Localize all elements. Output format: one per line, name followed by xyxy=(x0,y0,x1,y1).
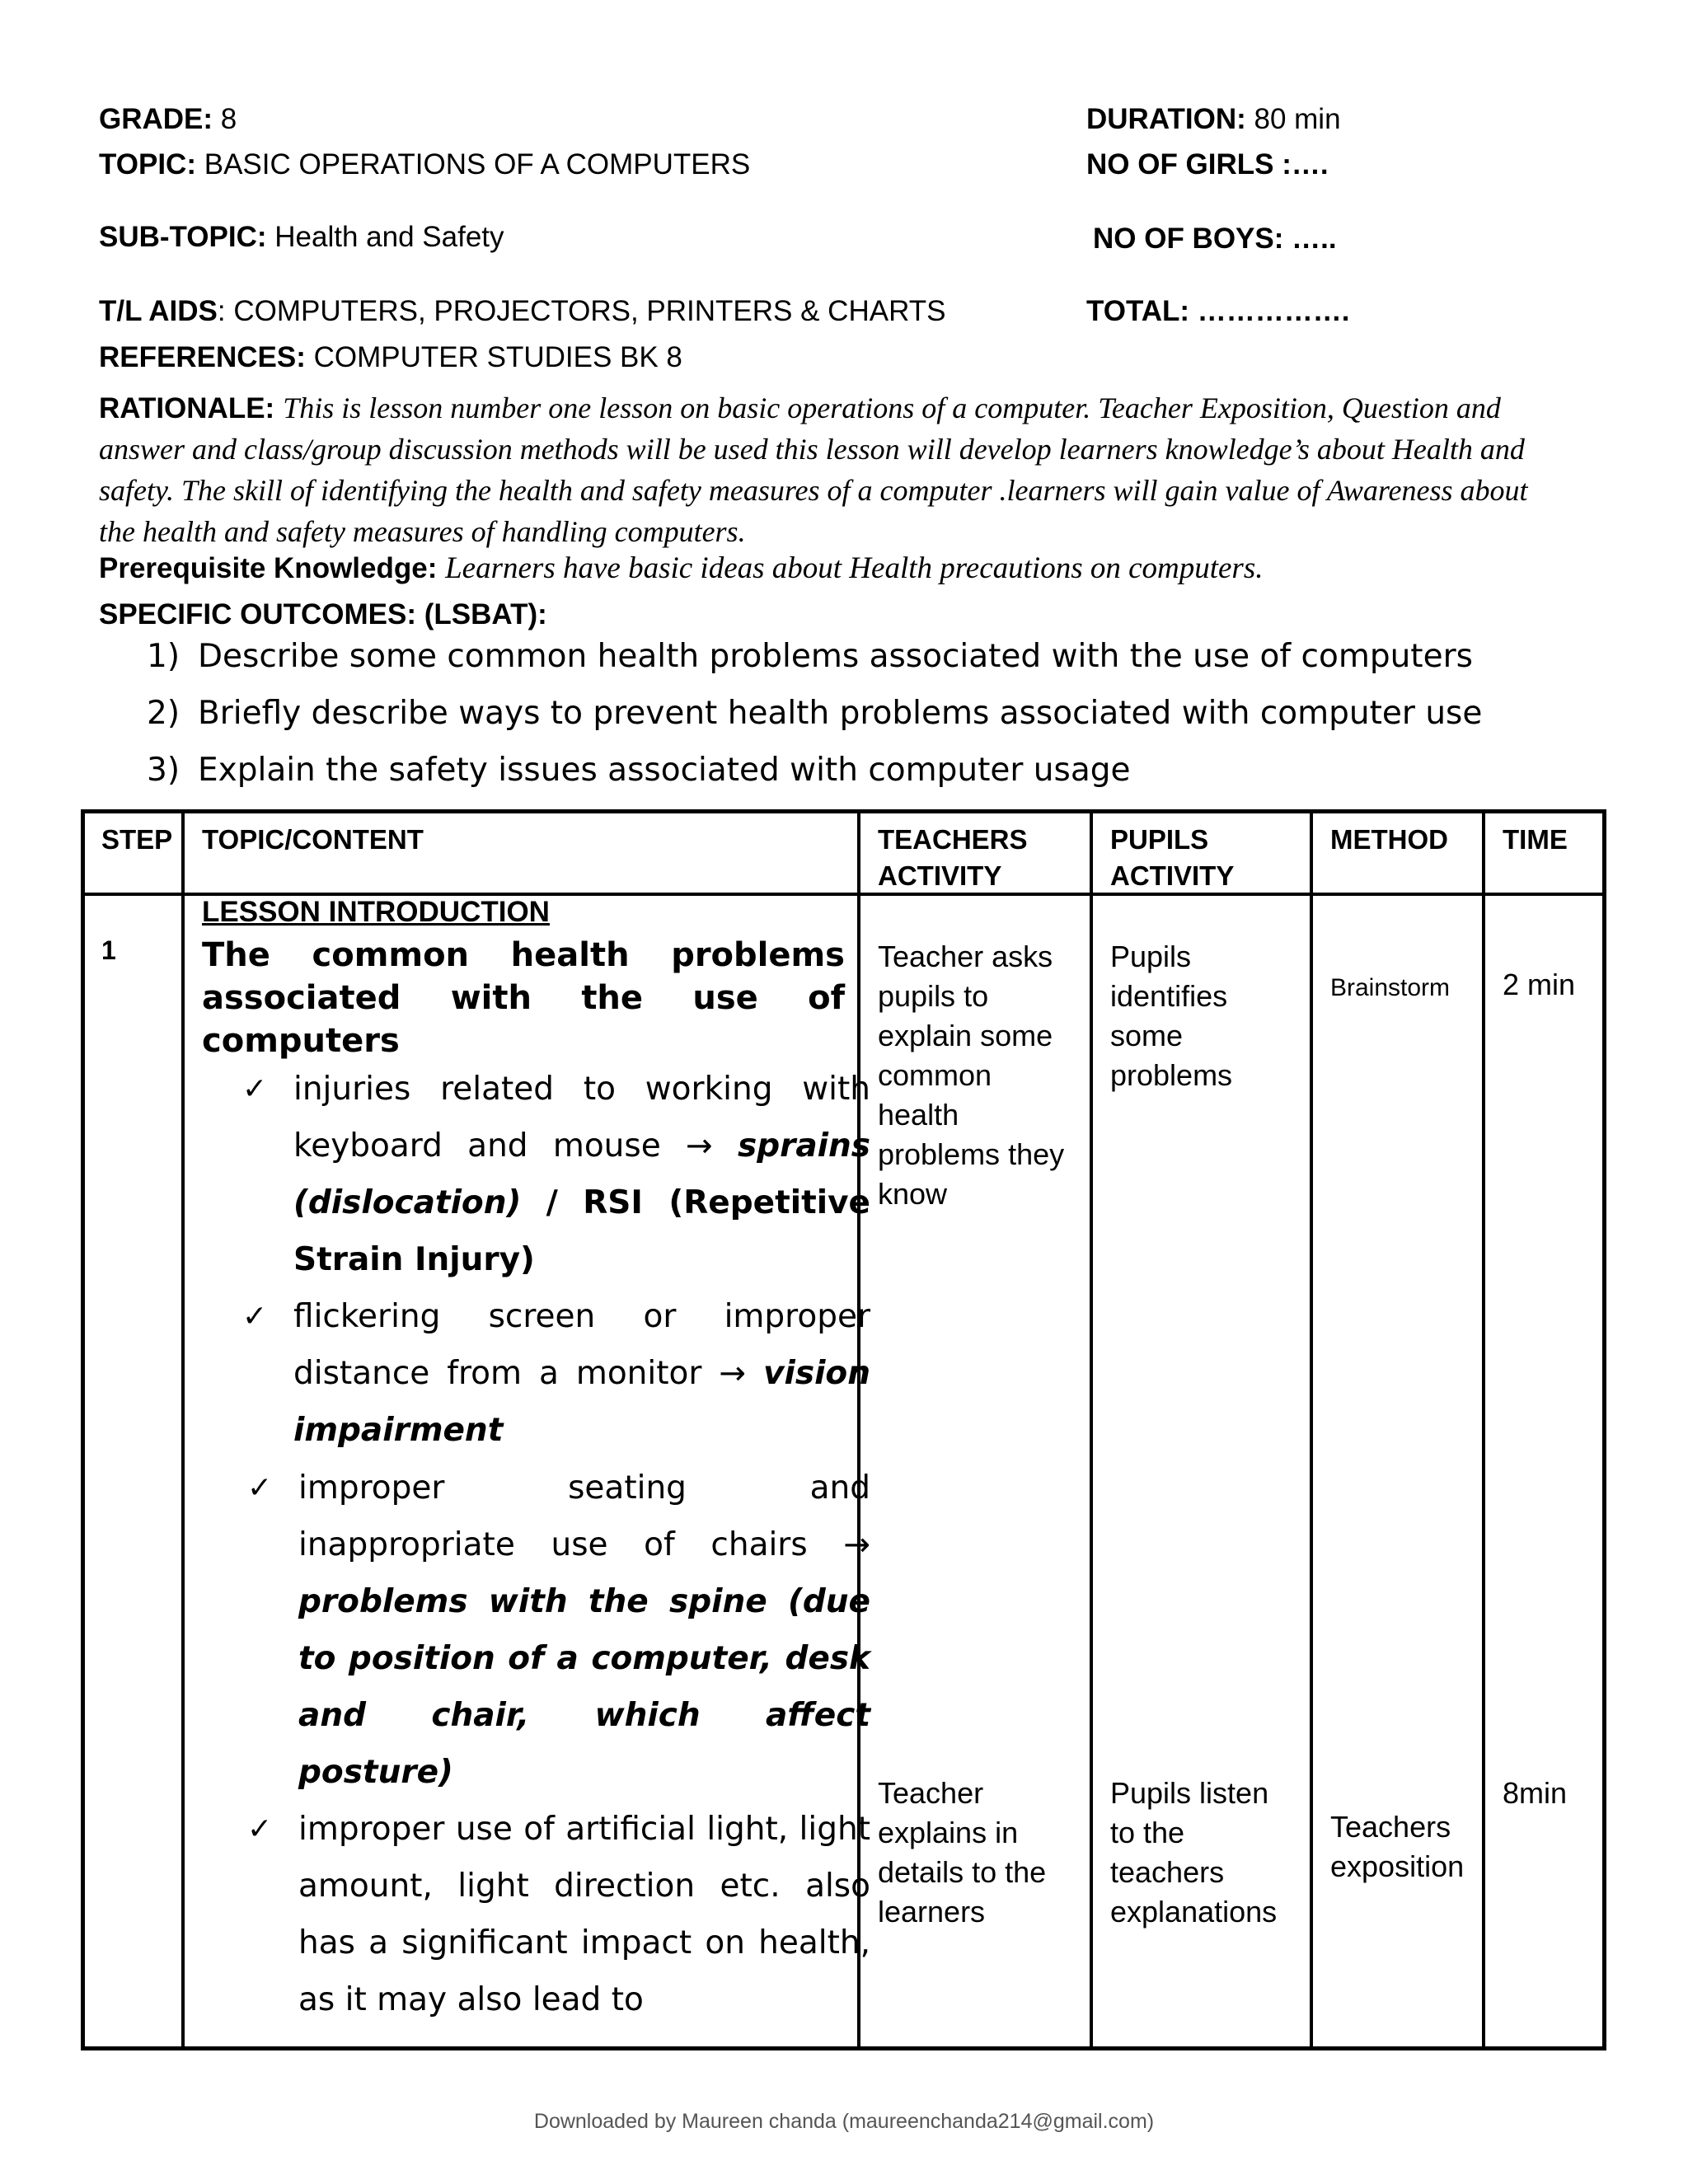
header-pupils-activity xyxy=(1110,822,1234,894)
aids-value: : COMPUTERS, PROJECTORS, PRINTERS & CHARTS xyxy=(217,295,946,327)
outcome-text: Describe some common health problems associated with the use of computers xyxy=(198,638,1473,675)
prerequisite-label: Prerequisite Knowledge: xyxy=(99,552,438,584)
pupils-activity-1: Pupils identifies some problems xyxy=(1110,940,1233,1092)
outcome-number: 3) xyxy=(147,752,181,789)
header-teachers-line2: ACTIVITY xyxy=(878,860,1002,891)
column-divider xyxy=(1310,813,1313,2046)
aids-label: T/L AIDS xyxy=(99,295,218,327)
header-teachers-line1: TEACHERS xyxy=(878,824,1028,855)
content-bullet xyxy=(242,1061,871,1288)
bullet-text: improper seating and inappropriate use of chairs → xyxy=(298,1469,870,1563)
content-bullet xyxy=(242,1288,870,1459)
duration-label: DURATION: xyxy=(1086,103,1246,135)
method-2: Teachers exposition xyxy=(1330,1810,1465,1883)
bullet-text: improper use of artificial light, light amount, light direction etc. also has a significant impact on health, as it may also lead to xyxy=(298,1811,870,2018)
checkmark-icon: ✓ xyxy=(242,1072,268,1106)
subtopic-field xyxy=(99,221,504,254)
step-number: 1 xyxy=(101,935,116,965)
grade-label: GRADE: xyxy=(99,103,213,135)
checkmark-icon: ✓ xyxy=(247,1471,273,1505)
column-divider xyxy=(181,813,185,2046)
outcomes-list xyxy=(147,636,1482,807)
header-topic: TOPIC/CONTENT xyxy=(202,824,424,855)
outcome-text: Explain the safety issues associated with computer usage xyxy=(198,752,1131,789)
content-heading: The common health problems associated with the use of computers xyxy=(202,936,845,1060)
teacher-activity-2: Teacher explains in details to the learners xyxy=(878,1776,1047,1929)
subtopic-label: SUB-TOPIC: xyxy=(99,221,267,253)
bullet-emphasis: vision impairment xyxy=(293,1355,870,1449)
bullet-text: injuries related to working with keyboard and mouse → xyxy=(293,1071,870,1165)
topic-value: BASIC OPERATIONS OF A COMPUTERS xyxy=(204,148,751,180)
boys-label: NO OF BOYS: ….. xyxy=(1093,223,1337,255)
references-value: COMPUTER STUDIES BK 8 xyxy=(313,341,682,373)
outcome-text: Briefly describe ways to prevent health problems associated with computer use xyxy=(198,695,1483,732)
lesson-introduction-heading: LESSON INTRODUCTION xyxy=(202,896,550,928)
girls-field xyxy=(1086,148,1329,181)
time-1: 2 min xyxy=(1503,968,1576,1001)
total-label: TOTAL: ……………. xyxy=(1086,295,1350,327)
teacher-activity-1: Teacher asks pupils to explain some common health problems they know xyxy=(878,940,1065,1211)
checkmark-icon: ✓ xyxy=(247,1812,273,1846)
subtopic-value: Health and Safety xyxy=(274,221,504,253)
rationale-paragraph xyxy=(99,387,1558,552)
topic-field xyxy=(99,148,750,181)
checkmark-icon: ✓ xyxy=(242,1300,268,1333)
pupils-activity-2: Pupils listen to the teachers explanations xyxy=(1110,1776,1278,1929)
topic-label: TOPIC: xyxy=(99,148,196,180)
references-label: REFERENCES: xyxy=(99,341,306,373)
references-field xyxy=(99,341,682,374)
outcomes-title: SPECIFIC OUTCOMES: (LSBAT): xyxy=(99,598,547,630)
header-time: TIME xyxy=(1503,824,1568,855)
bullet-emphasis: RSI (Repetitive Strain Injury) xyxy=(293,1184,870,1278)
grade-value: 8 xyxy=(220,103,237,135)
header-pupils-line2: ACTIVITY xyxy=(1110,860,1235,891)
aids-field xyxy=(99,295,945,328)
grade-field xyxy=(99,103,237,136)
boys-field xyxy=(1093,223,1337,255)
header-pupils-line1: PUPILS xyxy=(1110,824,1209,855)
bullet-separator: / xyxy=(546,1184,558,1221)
prerequisite-line xyxy=(99,551,1582,587)
bullet-emphasis: problems with the spine (due to position of a computer, desk and chair, which affect posture) xyxy=(298,1583,870,1791)
outcome-item xyxy=(147,750,1482,807)
bullet-text: flickering screen or improper distance from a monitor → xyxy=(293,1298,870,1392)
content-bullet xyxy=(247,1801,870,2028)
column-divider xyxy=(1090,813,1093,2046)
method-1: Brainstorm xyxy=(1330,974,1451,1001)
duration-value: 80 min xyxy=(1254,103,1341,135)
total-field xyxy=(1086,295,1350,328)
rationale-label: RATIONALE: xyxy=(99,392,275,424)
rationale-text: This is lesson number one lesson on basic operations of a computer. Teacher Exposition, Question and answer and class/group discussion methods will be used this lesson will develop learners knowledge’s about Health and safety. The skill of identifying the health and safety measures of a computer .learners will gain value of Awareness about the health and safety measures of handling computers. xyxy=(99,391,1528,548)
column-divider xyxy=(1482,813,1485,2046)
bullet-emphasis: sprains (dislocation) xyxy=(293,1127,871,1221)
header-step: STEP xyxy=(101,824,173,855)
duration-field xyxy=(1086,103,1341,136)
prerequisite-text: Learners have basic ideas about Health precautions on computers. xyxy=(445,551,1264,585)
time-2: 8min xyxy=(1503,1776,1568,1810)
lesson-plan-table xyxy=(81,809,1606,2050)
outcome-number: 1) xyxy=(147,638,181,675)
content-bullet xyxy=(247,1460,870,1801)
header-method: METHOD xyxy=(1330,824,1448,855)
download-footer: Downloaded by Maureen chanda (maureenchanda214@gmail.com) xyxy=(533,2110,1155,2133)
outcome-item xyxy=(147,636,1482,693)
girls-label: NO OF GIRLS :…. xyxy=(1086,148,1329,180)
outcome-item xyxy=(147,693,1482,750)
header-teachers-activity xyxy=(878,822,1028,894)
outcome-number: 2) xyxy=(147,695,181,732)
